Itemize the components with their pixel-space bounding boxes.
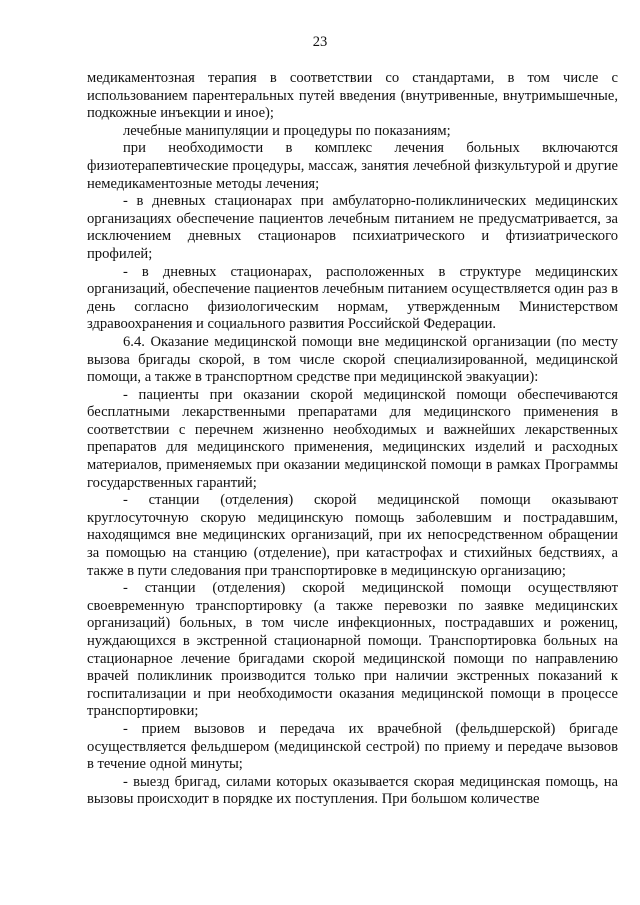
- paragraph-5: - в дневных стационарах, расположенных в структуре медицинских организаций, обеспечение пациентов лечебным питанием осуществляется один раз в день согласно физиологическим нормам, утвержденным Министерством здравоохранения и социального развития Российской Федерации.: [87, 263, 618, 333]
- paragraph-3: при необходимости в комплекс лечения больных включаются физиотерапевтические процедуры, массаж, занятия лечебной физкультурой и другие немедикаментозные методы лечения;: [87, 140, 618, 192]
- page-number: 23: [312, 34, 328, 50]
- paragraph-11: - выезд бригад, силами которых оказывается скорая медицинская помощь, на вызовы происходит в порядке их поступления. При большом количестве: [87, 773, 618, 808]
- paragraph-9: - станции (отделения) скорой медицинской помощи осуществляют своевременную транспортировку (а также перевозки по заявке медицинских организаций) больных, в том числе инфекционных, пострадавших и рожениц, нуждающихся в экстренной стационарной помощи. Транспортировка больных на стационарное лечение бригадами скорой медицинской помощи по направлению врачей поликлиник производится только при наличии экстренных показаний к госпитализации и при необходимости оказания медицинской помощи в процессе транспортировки;: [87, 580, 618, 720]
- paragraph-6: 6.4. Оказание медицинской помощи вне медицинской организации (по месту вызова бригады скорой, в том числе скорой специализированной, медицинской помощи, а также в транспортном средстве при медицинской эвакуации):: [87, 333, 618, 386]
- paragraph-4: - в дневных стационарах при амбулаторно-поликлинических медицинских организациях обеспечение пациентов лечебным питанием не предусматривается, за исключением дневных стационаров психиатрического и фтизиатрического профилей;: [87, 193, 618, 262]
- paragraph-1: медикаментозная терапия в соответствии со стандартами, в том числе с использованием парентеральных путей введения (внутривенные, внутримышечные, подкожные инъекции и иное);: [87, 70, 618, 122]
- paragraph-2: лечебные манипуляции и процедуры по показаниям;: [123, 122, 451, 139]
- paragraph-10: - прием вызовов и передача их врачебной (фельдшерской) бригаде осуществляется фельдшером (медицинской сестрой) по приему и передаче вызовов в течение одной минуты;: [87, 720, 618, 773]
- paragraph-7: - пациенты при оказании скорой медицинской помощи обеспечиваются бесплатными лекарственными препаратами для медицинского применения в соответствии с перечнем жизненно необходимых и важнейших лекарственных препаратов для медицинского применения, медицинских изделий и расходных материалов, применяемых при оказании медицинской помощи в рамках Программы государственных гарантий;: [87, 386, 618, 491]
- paragraph-8: - станции (отделения) скорой медицинской помощи оказывают круглосуточную скорую медицинскую помощь заболевшим и пострадавшим, находящимся вне медицинских организаций, при их непосредственном обращении за помощью на станцию (отделение), при катастрофах и стихийных бедствиях, а также в пути следования при транспортировке в медицинскую организацию;: [87, 492, 618, 579]
- body-text: [87, 70, 618, 809]
